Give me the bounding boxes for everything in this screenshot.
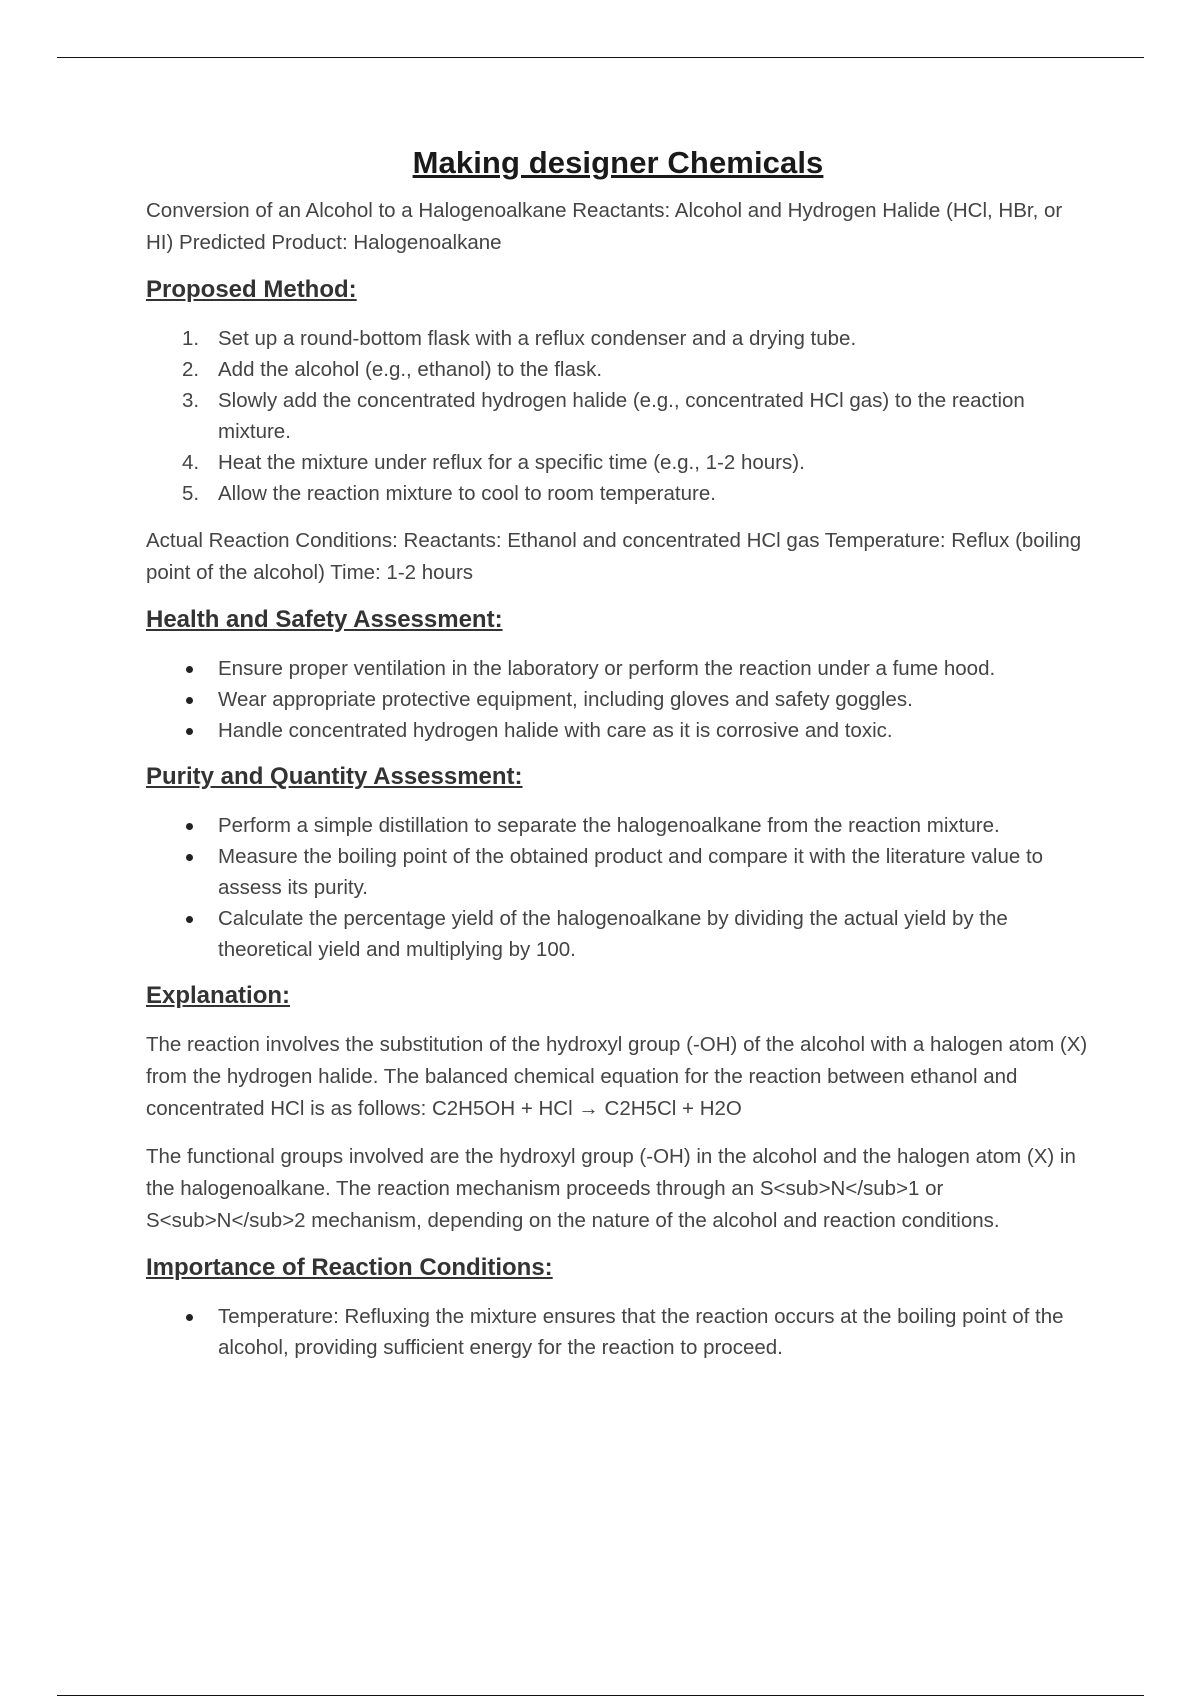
actual-conditions-paragraph: Actual Reaction Conditions: Reactants: Ethanol and concentrated HCl gas Temperature: Reflux (boiling point of the alcohol) Time: 1-2 hours (146, 529, 1082, 584)
bullet-icon (186, 854, 193, 861)
list-item-text: Temperature: Refluxing the mixture ensures that the reaction occurs at the boiling point of the alcohol, providing sufficient energy for the reaction to proceed. (218, 1305, 1064, 1359)
document-body (146, 145, 1090, 1379)
list-item (146, 323, 1090, 354)
proposed-method-heading: Proposed Method: (146, 276, 357, 303)
purity-quantity-heading: Purity and Quantity Assessment: (146, 763, 523, 790)
bullet-icon (186, 728, 193, 735)
list-number: 4. (182, 451, 200, 474)
list-item-text: Heat the mixture under reflux for a specific time (e.g., 1-2 hours). (218, 451, 805, 474)
explanation-paragraph-1: The reaction involves the substitution of the hydroxyl group (-OH) of the alcohol with a halogen atom (X) from the hydrogen halide. The balanced chemical equation for the reaction between ethanol and concentrated HCl is as follows: C2H5OH + HCl → C2H5Cl + H2O (146, 1033, 1088, 1120)
list-number: 3. (182, 389, 200, 412)
intro-paragraph: Conversion of an Alcohol to a Halogenoalkane Reactants: Alcohol and Hydrogen Halide (HCl, HBr, or HI) Predicted Product: Halogenoalkane (146, 199, 1063, 254)
list-item (146, 841, 1090, 903)
list-number: 5. (182, 482, 200, 505)
list-item (146, 684, 1090, 715)
list-number: 2. (182, 358, 200, 381)
proposed-method-list (146, 323, 1090, 509)
purity-quantity-list (146, 810, 1090, 965)
footer-rule (57, 1695, 1144, 1696)
bullet-icon (186, 697, 193, 704)
list-item (146, 903, 1090, 965)
reaction-conditions-heading: Importance of Reaction Conditions: (146, 1254, 553, 1281)
list-number: 1. (182, 327, 200, 350)
health-safety-list (146, 653, 1090, 746)
list-item (146, 385, 1090, 447)
list-item (146, 653, 1090, 684)
explanation-heading: Explanation: (146, 982, 291, 1009)
list-item-text: Allow the reaction mixture to cool to room temperature. (218, 482, 716, 505)
list-item (146, 1301, 1090, 1363)
bullet-icon (186, 666, 193, 673)
list-item-text: Add the alcohol (e.g., ethanol) to the flask. (218, 358, 603, 381)
list-item (146, 810, 1090, 841)
document-title: Making designer Chemicals (412, 145, 824, 180)
bullet-icon (186, 823, 193, 830)
list-item-text: Wear appropriate protective equipment, including gloves and safety goggles. (218, 688, 913, 711)
list-item (146, 715, 1090, 746)
list-item-text: Set up a round-bottom flask with a reflux condenser and a drying tube. (218, 327, 857, 350)
list-item (146, 478, 1090, 509)
list-item (146, 354, 1090, 385)
list-item-text: Ensure proper ventilation in the laboratory or perform the reaction under a fume hood. (218, 657, 996, 680)
bullet-icon (186, 916, 193, 923)
list-item-text: Measure the boiling point of the obtained product and compare it with the literature value to assess its purity. (218, 845, 1044, 899)
list-item (146, 447, 1090, 478)
list-item-text: Handle concentrated hydrogen halide with care as it is corrosive and toxic. (218, 719, 893, 742)
header-rule (57, 57, 1144, 58)
explanation-paragraph-2: The functional groups involved are the hydroxyl group (-OH) in the alcohol and the halogen atom (X) in the halogenoalkane. The reaction mechanism proceeds through an S<sub>N</sub>1 or S<sub>N</sub>2 mechanism, depending on the nature of the alcohol and reaction conditions. (146, 1145, 1076, 1232)
reaction-conditions-list (146, 1301, 1090, 1363)
list-item-text: Calculate the percentage yield of the halogenoalkane by dividing the actual yield by the theoretical yield and multiplying by 100. (218, 907, 1008, 961)
list-item-text: Slowly add the concentrated hydrogen halide (e.g., concentrated HCl gas) to the reaction mixture. (218, 389, 1025, 443)
bullet-icon (186, 1314, 193, 1321)
list-item-text: Perform a simple distillation to separate the halogenoalkane from the reaction mixture. (218, 814, 1000, 837)
health-safety-heading: Health and Safety Assessment: (146, 606, 503, 633)
